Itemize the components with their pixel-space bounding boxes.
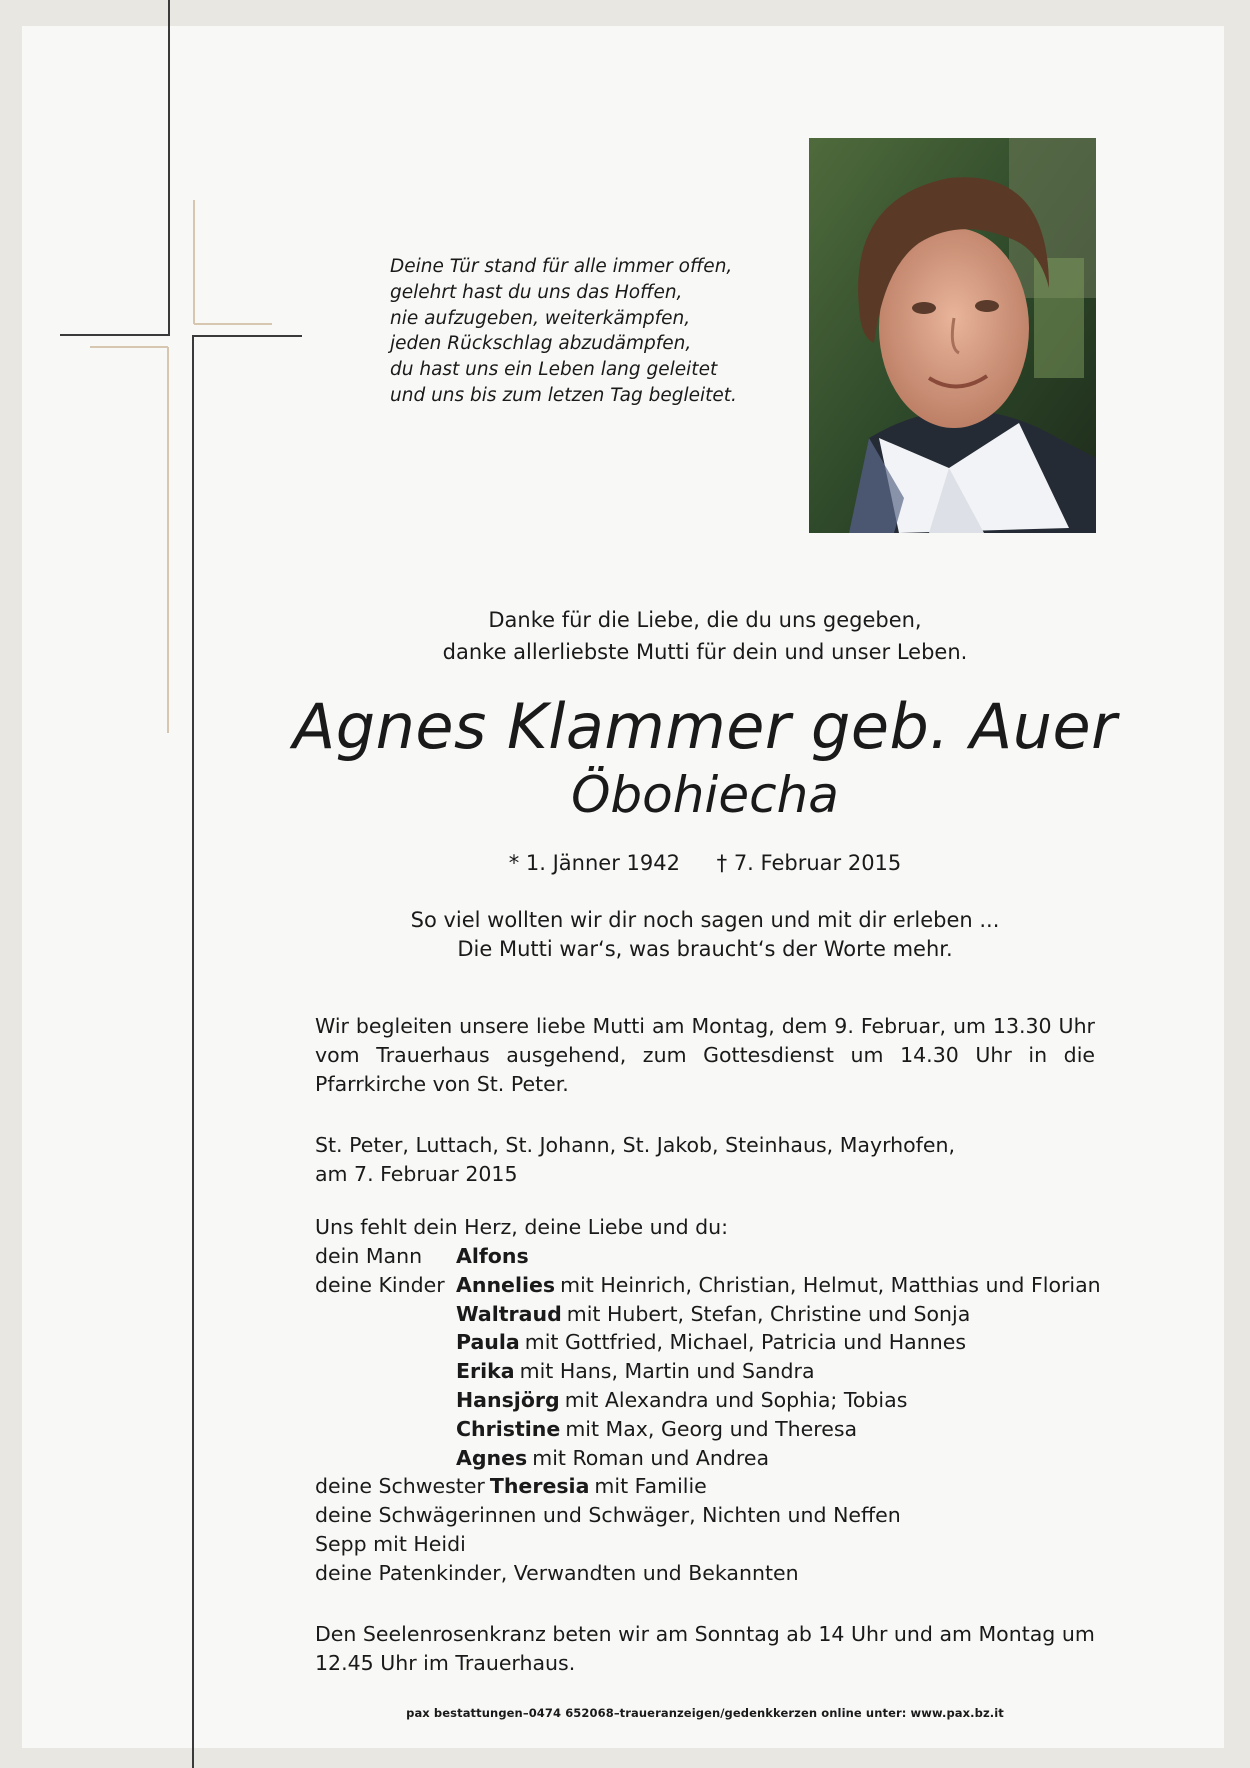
family-row-child: [315, 1357, 1195, 1386]
mourner-family: mit Roman und Andrea: [532, 1445, 770, 1470]
cross-vertical-dark-left: [168, 0, 170, 335]
place-and-date: [315, 1131, 1095, 1189]
thanks-line: danke allerliebste Mutti für dein und unser Leben.: [442, 640, 968, 664]
mourner-family: mit Hans, Martin und Sandra: [519, 1359, 815, 1384]
poem-line: und uns bis zum letzen Tag begleitet.: [390, 384, 737, 406]
deceased-name: Agnes Klammer geb. Auer: [292, 690, 1118, 763]
family-row-child: [315, 1386, 1195, 1415]
mourner-name: Alfons: [456, 1244, 529, 1268]
mourner-family: mit Familie: [594, 1474, 707, 1499]
mourner-line: Sepp mit Heidi: [315, 1531, 466, 1556]
mourner-line: deine Patenkinder, Verwandten und Bekannten: [315, 1560, 799, 1585]
family-row-child: [315, 1271, 1195, 1300]
family-row-child: [315, 1300, 1195, 1329]
thanks-verse: [290, 604, 1120, 668]
thanks-line: Danke für die Liebe, die du uns gegeben,: [488, 608, 922, 632]
mourner-line: deine Schwägerinnen und Schwäger, Nichten und Neffen: [315, 1503, 901, 1528]
rosary-line: Den Seelenrosenkranz beten wir am Sonntag ab 14 Uhr und am Montag um: [315, 1622, 1095, 1646]
relation-label: dein Mann: [315, 1244, 423, 1268]
poem-line: jeden Rückschlag abzudämpfen,: [390, 333, 692, 355]
family-row-other: [315, 1530, 1195, 1559]
quote-line: Die Mutti war‘s, was braucht‘s der Worte mehr.: [457, 937, 953, 961]
death-date: † 7. Februar 2015: [716, 851, 902, 875]
life-dates: [290, 848, 1120, 878]
family-row-child: [315, 1328, 1195, 1357]
family-row-husband: [315, 1242, 1195, 1271]
cross-vertical-dark-right: [192, 335, 194, 1768]
family-row-other: [315, 1501, 1195, 1530]
portrait-illustration: [809, 138, 1096, 533]
mourner-name: Paula: [456, 1330, 520, 1355]
cross-horizontal-dark-left: [60, 334, 170, 336]
funeral-announcement: Wir begleiten unsere liebe Mutti am Montag, dem 9. Februar, um 13.30 Uhr vom Trauerhaus ausgehend, zum Gottesdienst um 14.30 Uhr in die Pfarrkirche von St. Peter.: [315, 1014, 1095, 1096]
poem-line: nie aufzugeben, weiterkämpfen,: [390, 307, 691, 329]
mourner-family: mit Alexandra und Sophia; Tobias: [564, 1387, 908, 1412]
family-list: [315, 1242, 1195, 1588]
date-line: am 7. Februar 2015: [315, 1162, 518, 1186]
poem-line: gelehrt hast du uns das Hoffen,: [390, 281, 683, 303]
cross-vertical-light-bottom: [167, 347, 169, 733]
poem-line: du hast uns ein Leben lang geleitet: [390, 359, 718, 381]
birth-date: * 1. Jänner 1942: [508, 851, 680, 875]
mourner-name: Erika: [456, 1359, 515, 1384]
rosary-announcement: [315, 1620, 1095, 1678]
family-row-child: [315, 1415, 1195, 1444]
mourner-name: Annelies: [456, 1272, 556, 1297]
relation-label: deine Schwester: [315, 1474, 485, 1499]
mourner-family: mit Heinrich, Christian, Helmut, Matthias und Florian: [560, 1272, 1101, 1297]
portrait-photo: [809, 138, 1096, 533]
quote-line: So viel wollten wir dir noch sagen und mit dir erleben ...: [410, 908, 1000, 932]
family-row-other: [315, 1559, 1195, 1588]
cross-horizontal-light-left: [90, 346, 168, 348]
quote-verse: [290, 906, 1120, 964]
relation-label: deine Kinder: [315, 1272, 445, 1297]
poem-line: Deine Tür stand für alle immer offen,: [390, 256, 733, 277]
deceased-nickname: Öbohiecha: [571, 766, 839, 824]
mourner-name: Christine: [456, 1416, 561, 1441]
mourner-family: mit Hubert, Stefan, Christine und Sonja: [566, 1301, 971, 1326]
mourner-name: Hansjörg: [456, 1387, 560, 1412]
rosary-line: 12.45 Uhr im Trauerhaus.: [315, 1651, 576, 1675]
mourner-name: Theresia: [489, 1474, 590, 1499]
funeral-home-footer: pax bestattungen–0474 652068–traueranzeigen/gedenkkerzen online unter: www.pax.bz.it: [406, 1706, 1004, 1720]
cross-vertical-light-top: [193, 200, 195, 324]
mourner-name: Waltraud: [456, 1301, 562, 1326]
mourner-family: mit Gottfried, Michael, Patricia und Hannes: [524, 1330, 967, 1355]
poem: [390, 254, 790, 409]
family-intro: Uns fehlt dein Herz, deine Liebe und du:: [315, 1215, 729, 1239]
mourner-name: Agnes: [456, 1445, 528, 1470]
cross-horizontal-light-right: [194, 323, 272, 325]
place-line: St. Peter, Luttach, St. Johann, St. Jakob, Steinhaus, Mayrhofen,: [315, 1133, 956, 1157]
family-row-child: [315, 1444, 1195, 1473]
mourner-family: mit Max, Georg und Theresa: [565, 1416, 858, 1441]
family-row-sister: [315, 1472, 1195, 1501]
cross-horizontal-dark-right: [192, 335, 302, 337]
